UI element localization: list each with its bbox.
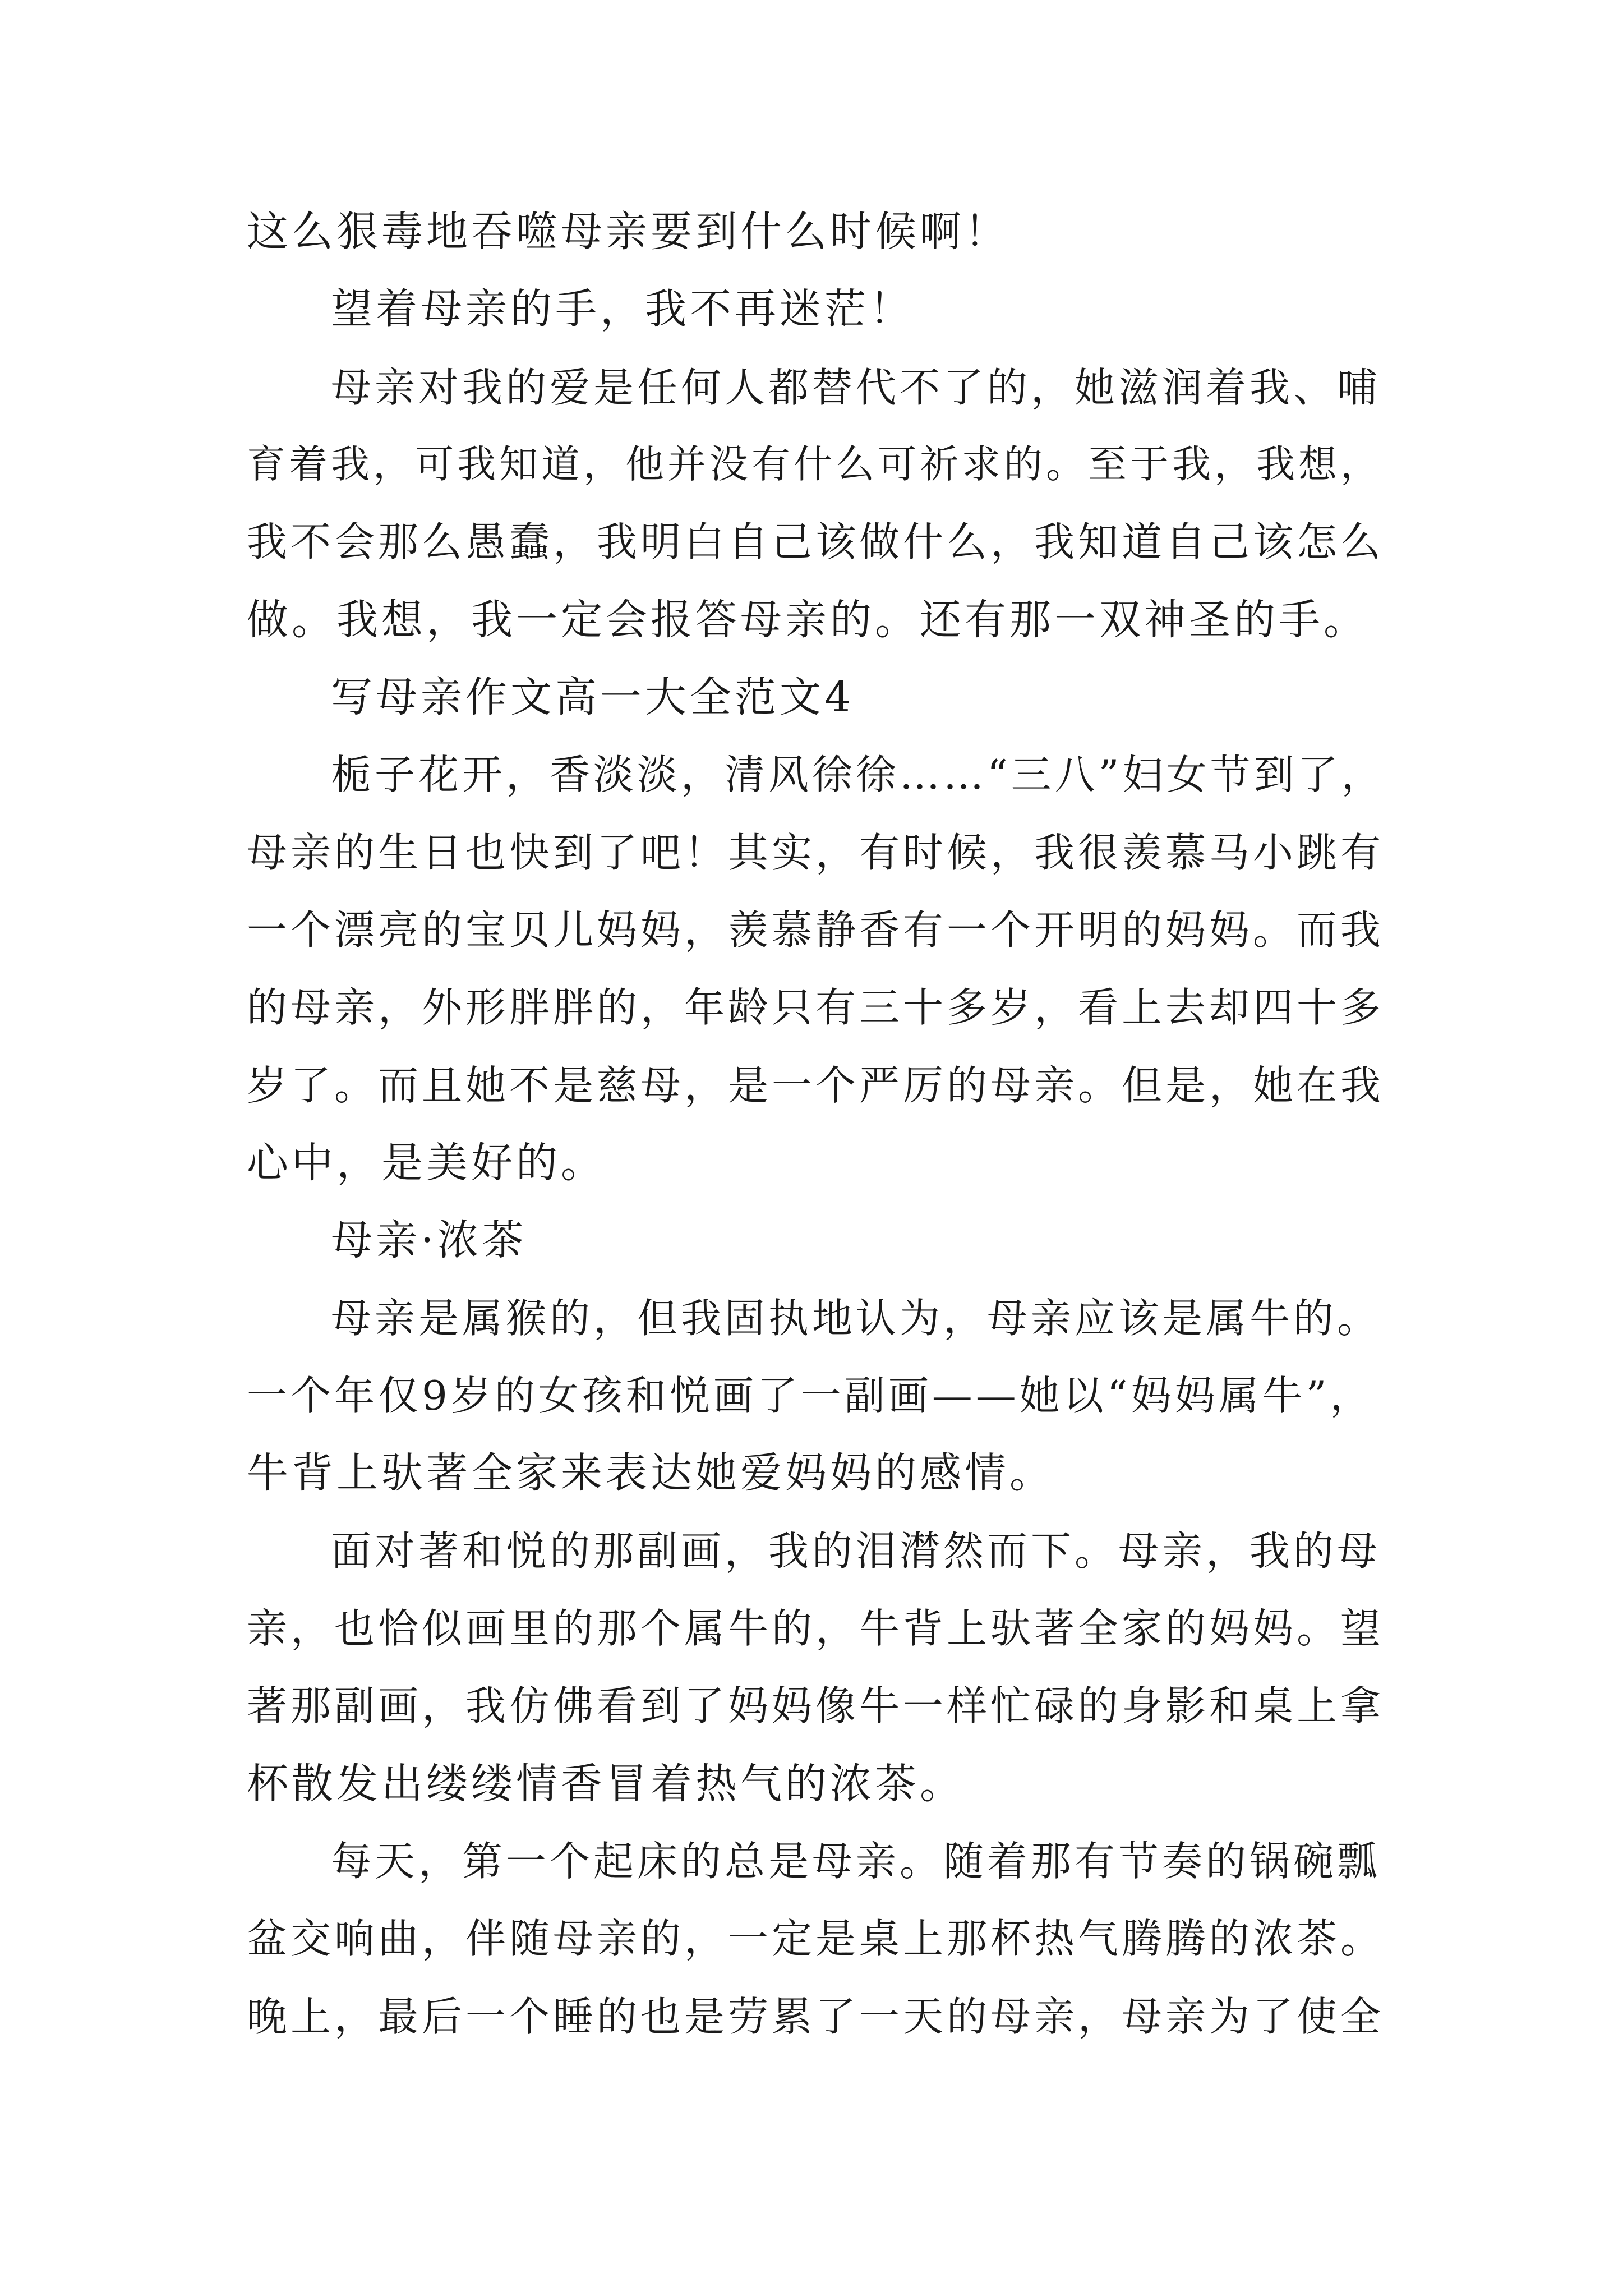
text-line: 晚上，最后一个睡的也是劳累了一天的母亲，母亲为了使全: [247, 1993, 1385, 2040]
text-line: 岁了。而且她不是慈母，是一个严厉的母亲。但是，她在我: [247, 1062, 1385, 1109]
text-line: 杯散发出缕缕情香冒着热气的浓茶。: [247, 1760, 965, 1808]
text-line: 盆交响曲，伴随母亲的，一定是桌上那杯热气腾腾的浓茶。: [247, 1915, 1385, 1962]
text-line: 一个漂亮的宝贝儿妈妈，羡慕静香有一个开明的妈妈。而我: [247, 907, 1385, 954]
text-line: 我不会那么愚蠢，我明白自己该做什么，我知道自己该怎么: [247, 518, 1385, 565]
text-line: 母亲的生日也快到了吧！其实，有时候，我很羡慕马小跳有: [247, 829, 1385, 876]
section-heading: 写母亲作文高一大全范文4: [331, 673, 855, 721]
text-line: 著那副画，我仿佛看到了妈妈像牛一样忙碌的身影和桌上拿: [247, 1682, 1385, 1729]
text-line: 栀子花开，香淡淡，清风徐徐……“三八”妇女节到了，: [331, 751, 1385, 798]
text-line: 育着我，可我知道，他并没有什么可祈求的。至于我，我想，: [247, 442, 1382, 487]
text-line: 望着母亲的手，我不再迷茫！: [331, 285, 914, 333]
text-line: 亲，也恰似画里的那个属牛的，牛背上驮著全家的妈妈。望: [247, 1605, 1385, 1652]
text-line: 面对著和悦的那副画，我的泪潸然而下。母亲，我的母: [331, 1527, 1381, 1575]
text-line: 的母亲，外形胖胖的，年龄只有三十多岁，看上去却四十多: [247, 984, 1385, 1031]
subheading: 母亲·浓茶: [331, 1216, 527, 1264]
text-line: 母亲是属猴的，但我固执地认为，母亲应该是属牛的。: [331, 1295, 1381, 1342]
text-line: 牛背上驮著全家来表达她爱妈妈的感情。: [247, 1449, 1054, 1497]
text-line: 一个年仅9岁的女孩和悦画了一副画——她以“妈妈属牛”，: [247, 1372, 1374, 1419]
text-line: 母亲对我的爱是任何人都替代不了的，她滋润着我、哺: [331, 364, 1381, 411]
text-line: 心中，是美好的。: [247, 1139, 606, 1187]
text-line: 这么狠毒地吞噬母亲要到什么时候啊！: [247, 208, 1009, 256]
text-line: 每天，第一个起床的总是母亲。随着那有节奏的锅碗瓢: [331, 1838, 1381, 1885]
text-line: 做。我想，我一定会报答母亲的。还有那一双神圣的手。: [247, 596, 1368, 644]
